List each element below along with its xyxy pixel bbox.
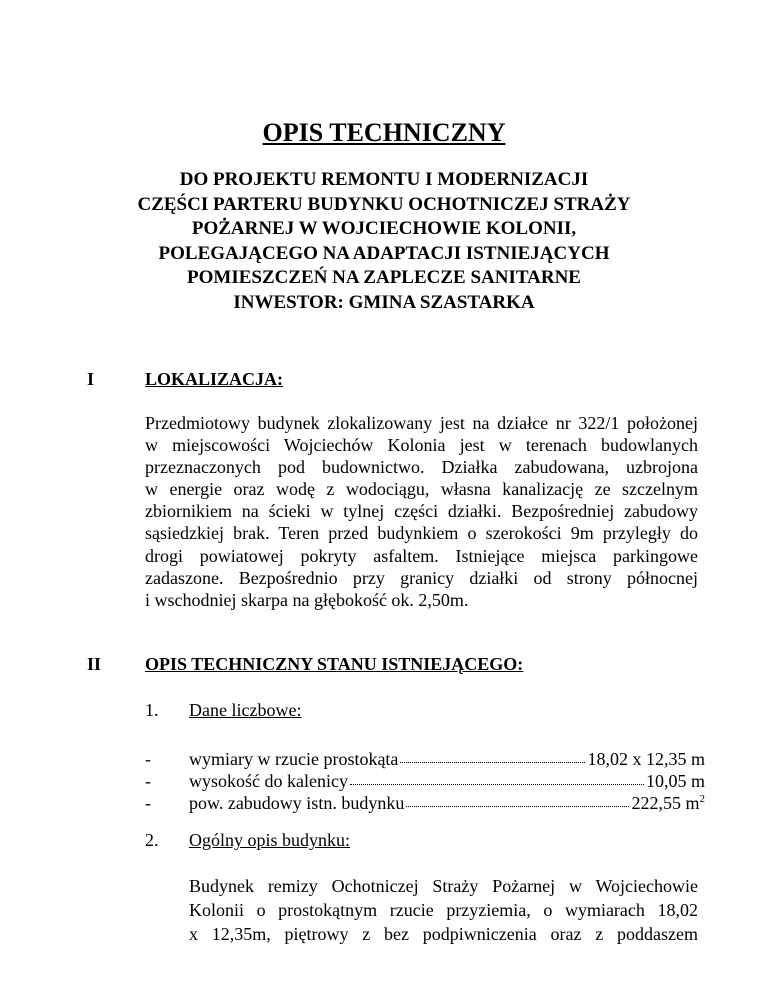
item-value: 18,02 x 12,35 m bbox=[587, 749, 705, 769]
data-list bbox=[145, 744, 705, 813]
subtitle-line: POLEGAJĄCEGO NA ADAPTACJI ISTNIEJĄCYCH bbox=[158, 242, 610, 264]
section-2-heading: OPIS TECHNICZNY STANU ISTNIEJĄCEGO: bbox=[145, 654, 524, 674]
dot-leader bbox=[406, 792, 629, 807]
section-1-paragraph bbox=[145, 412, 698, 611]
subsection-2-number: 2. bbox=[145, 830, 159, 850]
list-dash: - bbox=[145, 793, 151, 813]
section-2-numeral: II bbox=[87, 654, 102, 674]
document-subtitle bbox=[80, 168, 688, 316]
subsection-1-heading: Dane liczbowe: bbox=[189, 700, 302, 720]
section-1-numeral: I bbox=[87, 369, 95, 389]
item-value: 222,55 $m^2$ bbox=[631, 793, 705, 813]
paragraph-line: przeznaczonych pod budownictwo. Działka zabudowana, uzbrojona bbox=[145, 457, 698, 478]
list-item bbox=[145, 788, 705, 813]
item-label: wysokość do kalenicy bbox=[189, 771, 348, 791]
subtitle-line: DO PROJEKTU REMONTU I MODERNIZACJI bbox=[179, 169, 589, 190]
subtitle-line: POMIESZCZEŃ NA ZAPLECZE SANITARNE bbox=[187, 267, 581, 289]
paragraph-line: i wschodniej skarpa na głębokość ok. 2,50m. bbox=[145, 589, 469, 610]
subsection-2-heading: Ogólny opis budynku: bbox=[189, 830, 351, 850]
list-dash: - bbox=[145, 749, 151, 769]
item-value: 10,05 m bbox=[645, 771, 705, 791]
paragraph-line: x 12,35m, piętrowy z bez podpiwniczenia oraz z poddaszem bbox=[189, 924, 698, 944]
document-title: OPIS TECHNICZNY bbox=[262, 118, 506, 147]
paragraph-line: Przedmiotowy budynek zlokalizowany jest na działce nr 322/1 położonej bbox=[145, 413, 698, 433]
dot-leader bbox=[350, 770, 644, 785]
paragraph-line: w miejscowości Wojciechów Kolonia jest w terenach budowlanych bbox=[145, 435, 698, 456]
subtitle-line: POŻARNEJ W WOJCIECHOWIE KOLONII, bbox=[191, 218, 577, 240]
item-label: wymiary w rzucie prostokąta bbox=[189, 749, 399, 769]
section-1-heading: LOKALIZACJA: bbox=[145, 369, 284, 389]
paragraph-line: sąsiedzkiej brak. Teren przed budynkiem o szerokości 9m przyległy do bbox=[145, 523, 698, 544]
paragraph-line: Budynek remizy Ochotniczej Straży Pożarnej w Wojciechowie bbox=[189, 876, 698, 896]
paragraph-line: Kolonii o prostokątnym rzucie przyziemia, o wymiarach 18,02 bbox=[189, 900, 698, 920]
paragraph-line: drogi powiatowej pokryty asfaltem. Istniejące miejsca parkingowe bbox=[145, 545, 698, 566]
subsection-1-number: 1. bbox=[145, 700, 159, 720]
subtitle-line: INWESTOR: GMINA SZASTARKA bbox=[233, 291, 535, 313]
list-item bbox=[145, 744, 705, 769]
paragraph-line: w energie oraz wodę z wodociągu, własna kanalizację ze szczelnym bbox=[145, 479, 698, 500]
list-item bbox=[145, 766, 705, 791]
subsection-2-paragraph bbox=[189, 874, 698, 946]
subtitle-line: CZĘŚCI PARTERU BUDYNKU OCHOTNICZEJ STRAŻY bbox=[137, 193, 631, 215]
item-label: pow. zabudowy istn. budynku bbox=[189, 793, 405, 813]
list-dash: - bbox=[145, 771, 151, 791]
dot-leader bbox=[400, 748, 585, 763]
paragraph-line: zbiornikiem na ścieki w tylnej części działki. Bezpośredniej zabudowy bbox=[145, 501, 698, 522]
paragraph-line: zadaszone. Bezpośrednio przy granicy działki od strony północnej bbox=[145, 567, 698, 588]
